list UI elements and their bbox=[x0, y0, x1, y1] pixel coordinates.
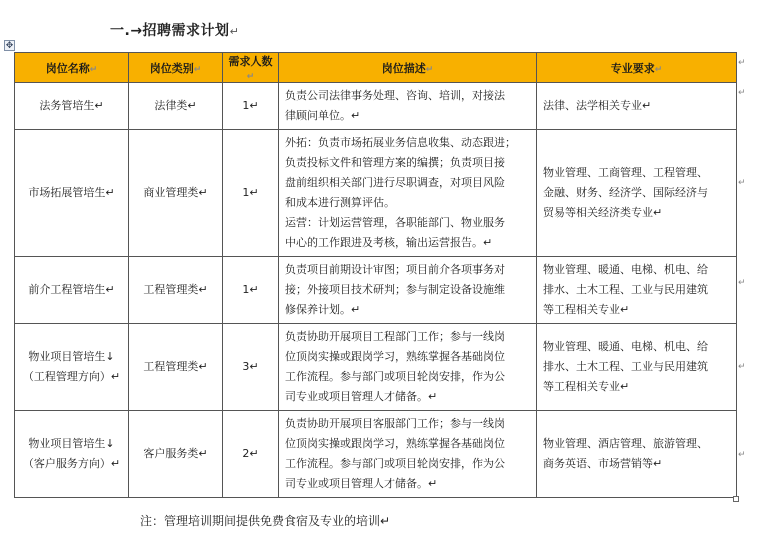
header-requirements: 专业要求↵ bbox=[537, 53, 737, 83]
position-name-cell[interactable]: 市场拓展管培生↵ bbox=[15, 130, 129, 257]
table-row bbox=[15, 83, 737, 130]
headcount-cell[interactable]: 2↵ bbox=[223, 411, 279, 498]
headcount-cell[interactable]: 1↵ bbox=[223, 130, 279, 257]
position-name-cell[interactable]: 物业项目管培生↓ （客户服务方向）↵ bbox=[15, 411, 129, 498]
paragraph-mark-icon: ↵ bbox=[229, 25, 240, 38]
description-cell[interactable]: 负责协助开展项目工程部门工作；参与一线岗 位顶岗实操或跟岗学习，熟练掌握各基础岗位 工作流程。参与部门或项目轮岗安排，作为公 司专业或项目管理人才储备。↵ bbox=[279, 324, 537, 411]
table-row bbox=[15, 130, 737, 257]
row-end-mark-icon: ↵ bbox=[738, 450, 746, 460]
description-cell[interactable]: 外拓：负责市场拓展业务信息收集、动态跟进； 负责投标文件和管理方案的编撰；负责项目接 盘前组织相关部门进行尽职调查，对项目风险 和成本进行测算评估。 运营：计划运营管理，各职能部门、物业服务 中心的工作跟进及考核，输出运营报告。↵ bbox=[279, 130, 537, 257]
headcount-cell[interactable]: 1↵ bbox=[223, 257, 279, 324]
position-category-cell[interactable]: 工程管理类↵ bbox=[129, 324, 223, 411]
position-name-cell[interactable]: 前介工程管培生↵ bbox=[15, 257, 129, 324]
requirements-cell[interactable]: 物业管理、暖通、电梯、机电、给 排水、土木工程、工业与民用建筑 等工程相关专业↵ bbox=[537, 257, 737, 324]
position-category-cell[interactable]: 法律类↵ bbox=[129, 83, 223, 130]
table-header-row bbox=[15, 53, 737, 83]
description-cell[interactable]: 负责公司法律事务处理、咨询、培训，对接法 律顾问单位。↵ bbox=[279, 83, 537, 130]
table-row bbox=[15, 324, 737, 411]
row-end-mark-icon: ↵ bbox=[738, 88, 746, 98]
header-headcount: 需求人数↵ bbox=[223, 53, 279, 83]
row-end-mark-icon: ↵ bbox=[738, 362, 746, 372]
position-category-cell[interactable]: 工程管理类↵ bbox=[129, 257, 223, 324]
section-heading-text: 一.→招聘需求计划 bbox=[110, 23, 230, 39]
row-end-mark-icon: ↵ bbox=[738, 58, 746, 68]
requirements-cell[interactable]: 法律、法学相关专业↵ bbox=[537, 83, 737, 130]
headcount-cell[interactable]: 1↵ bbox=[223, 83, 279, 130]
table-row bbox=[15, 257, 737, 324]
requirements-cell[interactable]: 物业管理、暖通、电梯、机电、给 排水、土木工程、工业与民用建筑 等工程相关专业↵ bbox=[537, 324, 737, 411]
description-cell[interactable]: 负责项目前期设计审图；项目前介各项事务对 接；外接项目技术研判；参与制定设备设施维 修保养计划。↵ bbox=[279, 257, 537, 324]
position-category-cell[interactable]: 商业管理类↵ bbox=[129, 130, 223, 257]
row-end-mark-icon: ↵ bbox=[738, 278, 746, 288]
table-resize-handle-icon[interactable] bbox=[733, 496, 739, 502]
position-name-cell[interactable]: 法务管培生↵ bbox=[15, 83, 129, 130]
table-row bbox=[15, 411, 737, 498]
header-position-name: 岗位名称↵ bbox=[15, 53, 129, 83]
footnote: 注：管理培训期间提供免费食宿及专业的培训↵ bbox=[140, 514, 391, 528]
description-cell[interactable]: 负责协助开展项目客服部门工作；参与一线岗 位顶岗实操或跟岗学习，熟练掌握各基础岗位 工作流程。参与部门或项目轮岗安排，作为公 司专业或项目管理人才储备。↵ bbox=[279, 411, 537, 498]
table-move-handle-icon[interactable]: ✥ bbox=[5, 41, 14, 51]
row-end-mark-icon: ↵ bbox=[738, 178, 746, 188]
header-description: 岗位描述↵ bbox=[279, 53, 537, 83]
requirements-cell[interactable]: 物业管理、酒店管理、旅游管理、 商务英语、市场营销等↵ bbox=[537, 411, 737, 498]
position-name-cell[interactable]: 物业项目管培生↓ （工程管理方向）↵ bbox=[15, 324, 129, 411]
header-position-category: 岗位类别↵ bbox=[129, 53, 223, 83]
recruitment-plan-table bbox=[14, 52, 737, 498]
headcount-cell[interactable]: 3↵ bbox=[223, 324, 279, 411]
section-heading bbox=[110, 20, 239, 40]
requirements-cell[interactable]: 物业管理、工商管理、工程管理、 金融、财务、经济学、国际经济与 贸易等相关经济类专业↵ bbox=[537, 130, 737, 257]
position-category-cell[interactable]: 客户服务类↵ bbox=[129, 411, 223, 498]
